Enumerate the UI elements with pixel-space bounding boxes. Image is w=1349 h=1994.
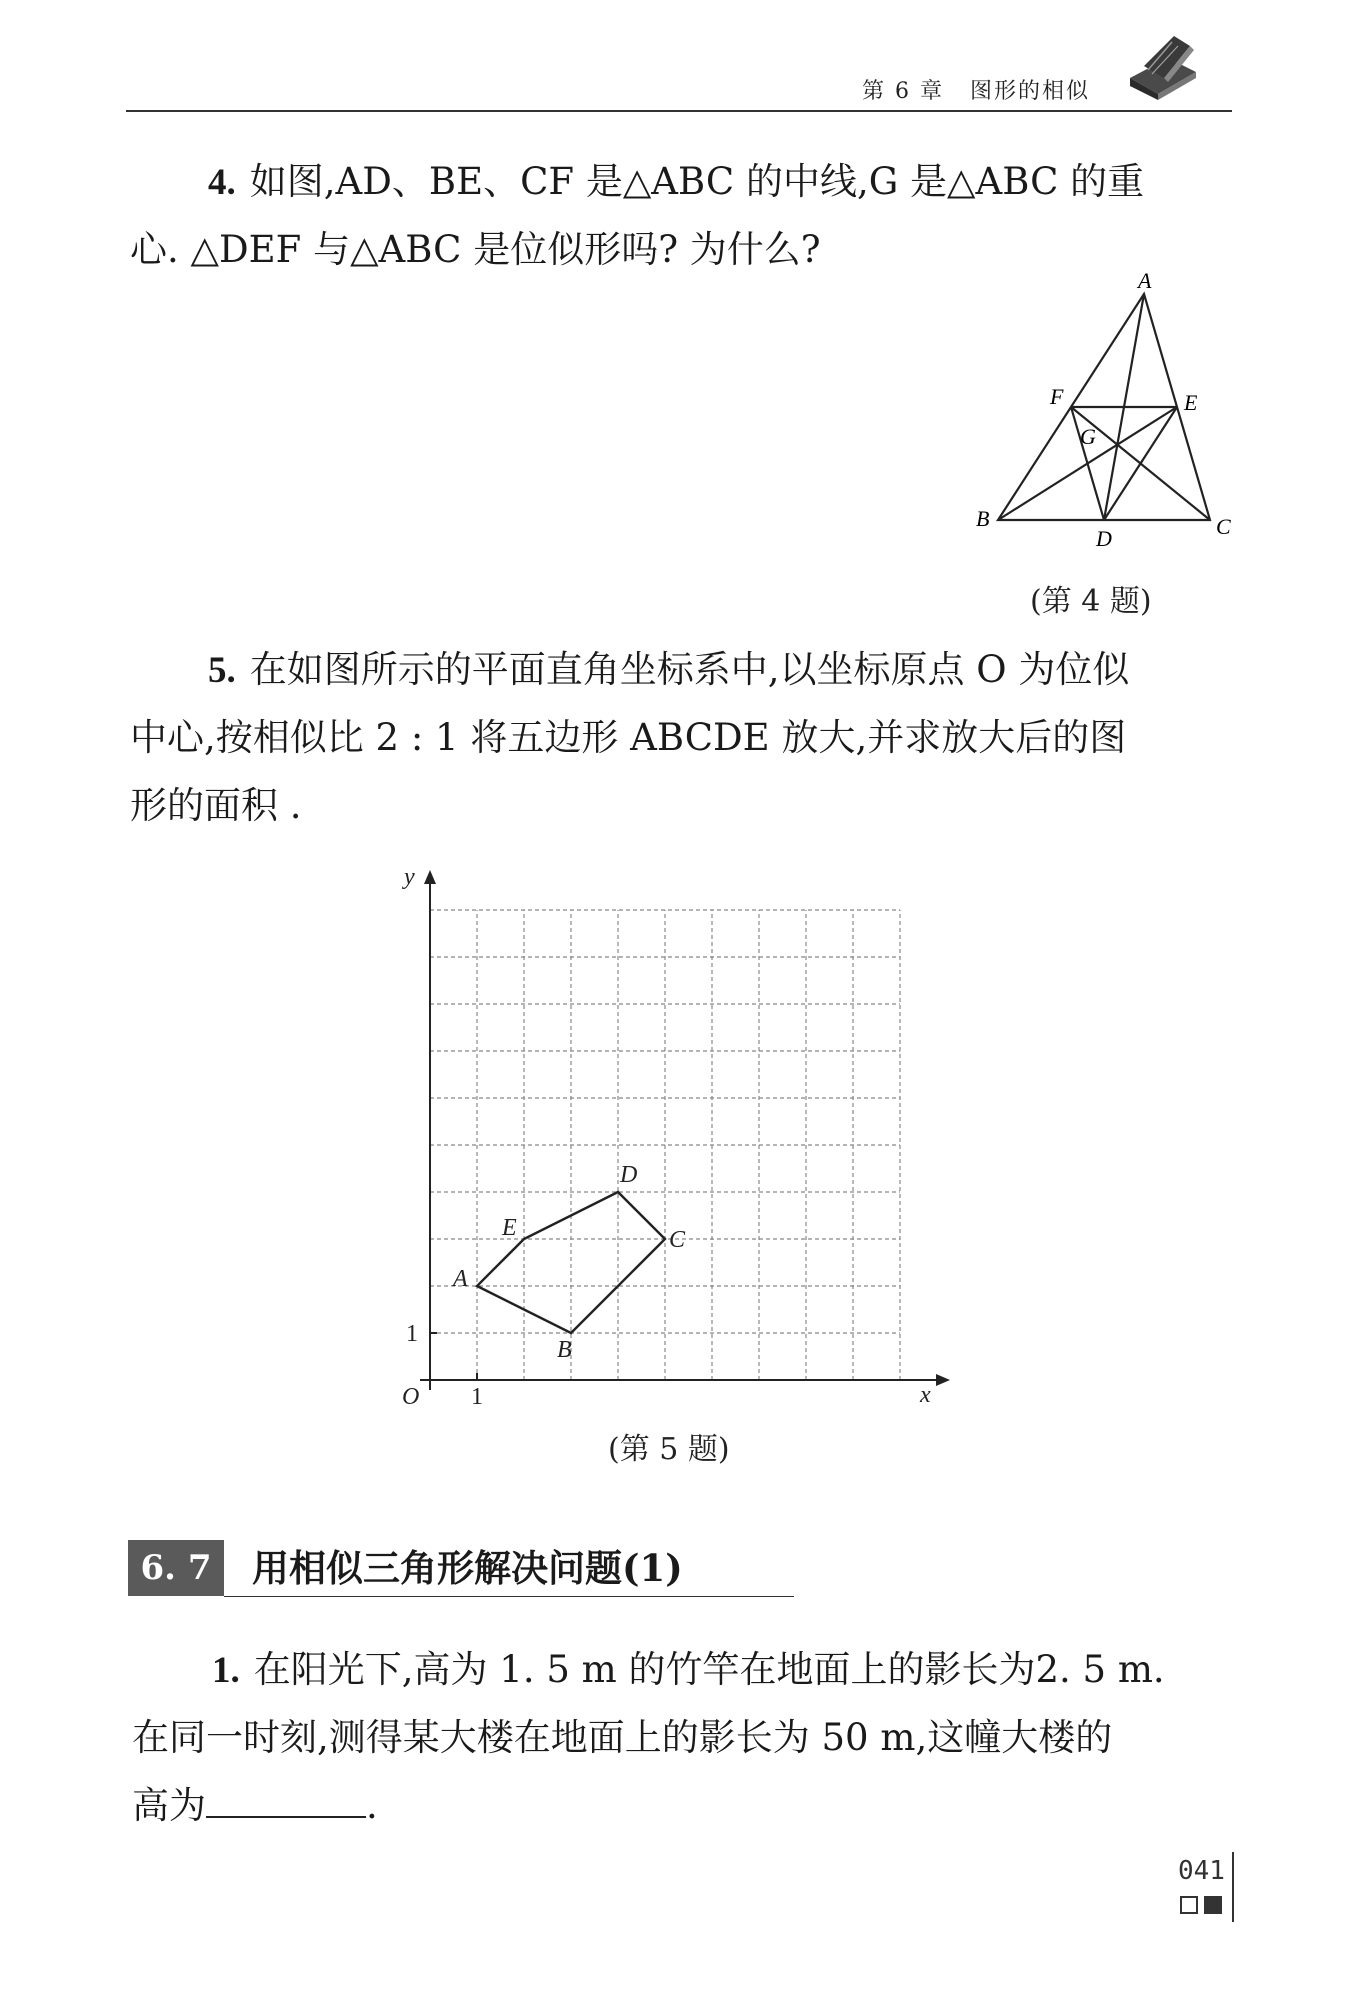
problem-5-text-2: 中心,按相似比 2 : 1 将五边形 ABCDE 放大,并求放大后的图	[130, 716, 1127, 759]
x-tick-label: 1	[471, 1384, 483, 1410]
problem-5-line-1	[208, 636, 1230, 705]
page-number: 041	[1178, 1856, 1225, 1886]
problem-1-text-3-suffix: .	[366, 1784, 378, 1827]
x-axis-label: x	[920, 1382, 931, 1408]
problem-4-line-1	[208, 148, 1230, 217]
graph-grid	[430, 910, 900, 1380]
label-d: D	[1096, 526, 1112, 551]
origin-label: O	[402, 1384, 420, 1410]
x-axis-arrow	[936, 1374, 950, 1386]
y-axis-label: y	[404, 864, 415, 890]
section-title: 用相似三角形解决问题(1)	[252, 1546, 683, 1590]
problem-1-line-3	[132, 1772, 1232, 1840]
problem-1-text-1: 在阳光下,高为 1. 5 m 的竹竿在地面上的影长为2. 5 m.	[253, 1648, 1165, 1691]
label-e: E	[1184, 390, 1198, 415]
book-icon	[1124, 28, 1200, 100]
problem-5-caption: (第 5 题)	[608, 1432, 730, 1467]
chapter-title: 图形的相似	[970, 79, 1091, 104]
y-tick-label: 1	[406, 1321, 418, 1347]
section-number: 6. 7	[128, 1540, 224, 1596]
label-b: B	[976, 506, 990, 531]
footer-square-outline	[1180, 1896, 1198, 1914]
problem-4-text-1: 如图,AD、BE、CF 是△ABC 的中线,G 是△ABC 的重	[249, 160, 1145, 203]
problem-1-text-2: 在同一时刻,测得某大楼在地面上的影长为 50 m,这幢大楼的	[132, 1716, 1113, 1759]
header-rule	[126, 110, 1232, 112]
footer-square-filled	[1204, 1896, 1222, 1914]
pentagon-abcde	[477, 1192, 665, 1333]
problem-4-number: 4.	[208, 162, 236, 203]
footer-rule	[1232, 1852, 1234, 1922]
problem-4-figure	[960, 268, 1250, 558]
label-c: C	[1216, 514, 1231, 539]
graph-labels	[402, 864, 931, 1410]
section-rule	[224, 1596, 794, 1597]
point-label-d: D	[620, 1162, 638, 1188]
problem-4-text-2: 心. △DEF 与△ABC 是位似形吗? 为什么?	[130, 228, 821, 271]
label-g: G	[1080, 424, 1096, 449]
chapter-label: 第 6 章	[862, 79, 944, 104]
point-label-c: C	[669, 1227, 686, 1253]
problem-1-line-1	[212, 1636, 1230, 1705]
graph-axes	[420, 870, 950, 1390]
y-axis-arrow	[424, 870, 436, 884]
problem-4-caption: (第 4 题)	[1030, 584, 1152, 619]
problem-1-text-3-prefix: 高为	[132, 1784, 206, 1827]
point-label-e: E	[502, 1215, 517, 1241]
problem-5-line-3	[130, 772, 1230, 840]
label-a: A	[1138, 268, 1152, 293]
pentagon-outline	[477, 1192, 665, 1333]
point-label-a: A	[453, 1266, 468, 1292]
problem-5-graph	[390, 850, 970, 1410]
problem-5-text-1: 在如图所示的平面直角坐标系中,以坐标原点 O 为位似	[249, 648, 1130, 691]
problem-5-number: 5.	[208, 650, 236, 691]
point-label-b: B	[557, 1337, 572, 1363]
problem-5-text-3: 形的面积 .	[130, 784, 302, 827]
label-f: F	[1050, 384, 1064, 409]
answer-blank[interactable]	[206, 1786, 366, 1818]
problem-5-line-2	[130, 704, 1230, 772]
problem-1-number: 1.	[212, 1650, 240, 1691]
problem-1-line-2	[132, 1704, 1232, 1772]
